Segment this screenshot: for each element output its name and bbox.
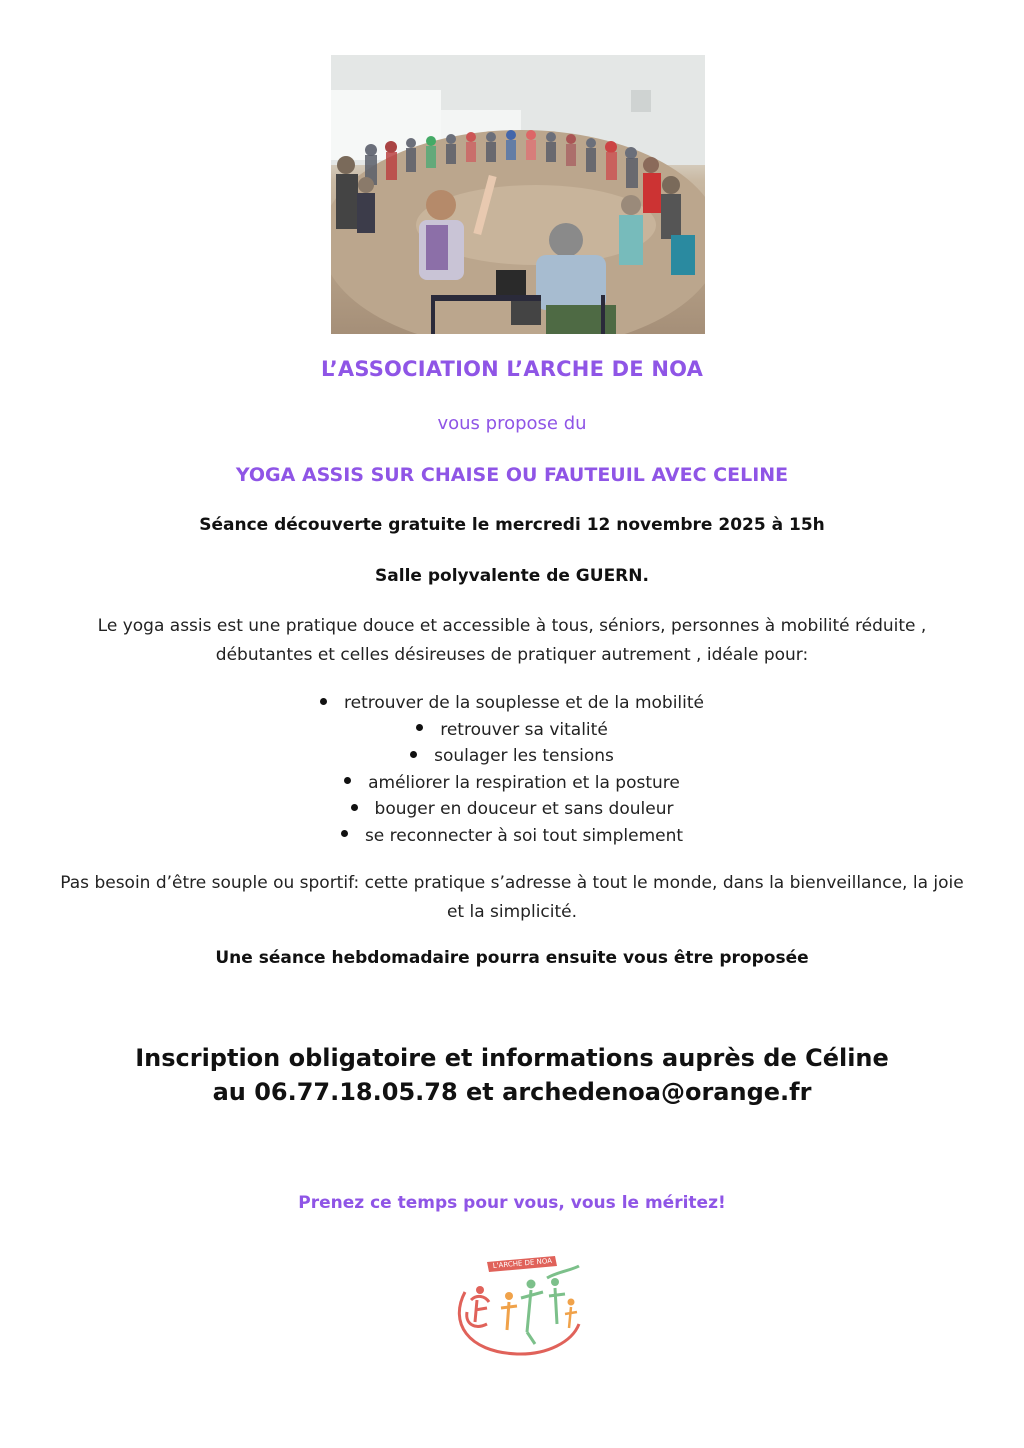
list-item	[0, 717, 1024, 744]
bullet-icon	[410, 751, 417, 758]
registration-line-1: Inscription obligatoire et informations auprès de Céline	[135, 1044, 889, 1072]
list-item	[0, 796, 1024, 823]
propose-text: vous propose du	[437, 413, 587, 434]
closing-message: Prenez ce temps pour vous, vous le méritez!	[298, 1193, 726, 1213]
benefit-text: retrouver sa vitalité	[440, 719, 608, 740]
list-item	[0, 743, 1024, 770]
benefit-text: retrouver de la souplesse et de la mobilité	[344, 693, 704, 713]
bullet-icon	[351, 804, 358, 811]
registration-line-2[interactable]: au 06.77.18.05.78 et archedenoa@orange.fr	[212, 1078, 812, 1106]
seance-date: Séance découverte gratuite le mercredi 12 novembre 2025 à 15h	[199, 515, 825, 535]
list-item	[0, 770, 1024, 797]
besoin-line-2: et la simplicité.	[446, 902, 578, 922]
svg-text:L'ARCHE DE NOA: L'ARCHE DE NOA	[492, 1256, 553, 1270]
list-item	[0, 823, 1024, 850]
association-name: L’ASSOCIATION L’ARCHE DE NOA	[320, 357, 704, 381]
yoga-title: YOGA ASSIS SUR CHAISE OU FAUTEUIL AVEC CELINE	[235, 464, 789, 486]
yoga-photo-illustration	[331, 55, 705, 334]
yoga-class-photo	[331, 55, 705, 334]
bullet-icon	[416, 724, 423, 731]
event-location: Salle polyvalente de GUERN.	[375, 566, 649, 586]
weekly-session-note: Une séance hebdomadaire pourra ensuite vous être proposée	[215, 948, 809, 968]
benefit-text: soulager les tensions	[434, 746, 614, 766]
besoin-line-1: Pas besoin d’être souple ou sportif: cette pratique s’adresse à tout le monde, dans la bienveillance, la joie	[60, 873, 964, 893]
intro-line-2: débutantes et celles désireuses de pratiquer autrement , idéale pour:	[215, 645, 809, 665]
arche-de-noa-logo	[447, 1252, 587, 1356]
list-item	[0, 690, 1024, 717]
registration-info	[0, 1041, 1024, 1109]
bullet-icon	[344, 777, 351, 784]
intro-paragraph	[0, 612, 1024, 670]
benefit-text: se reconnecter à soi tout simplement	[364, 825, 684, 846]
bullet-icon	[341, 830, 348, 837]
logo-graphic	[447, 1252, 587, 1356]
intro-line-1: Le yoga assis est une pratique douce et accessible à tous, séniors, personnes à mobilité réduite ,	[97, 616, 927, 636]
bullet-icon	[320, 698, 327, 705]
benefit-text: améliorer la respiration et la posture	[368, 772, 680, 793]
benefit-text: bouger en douceur et sans douleur	[374, 799, 674, 819]
benefits-list	[0, 690, 1024, 849]
besoin-paragraph	[40, 869, 984, 927]
